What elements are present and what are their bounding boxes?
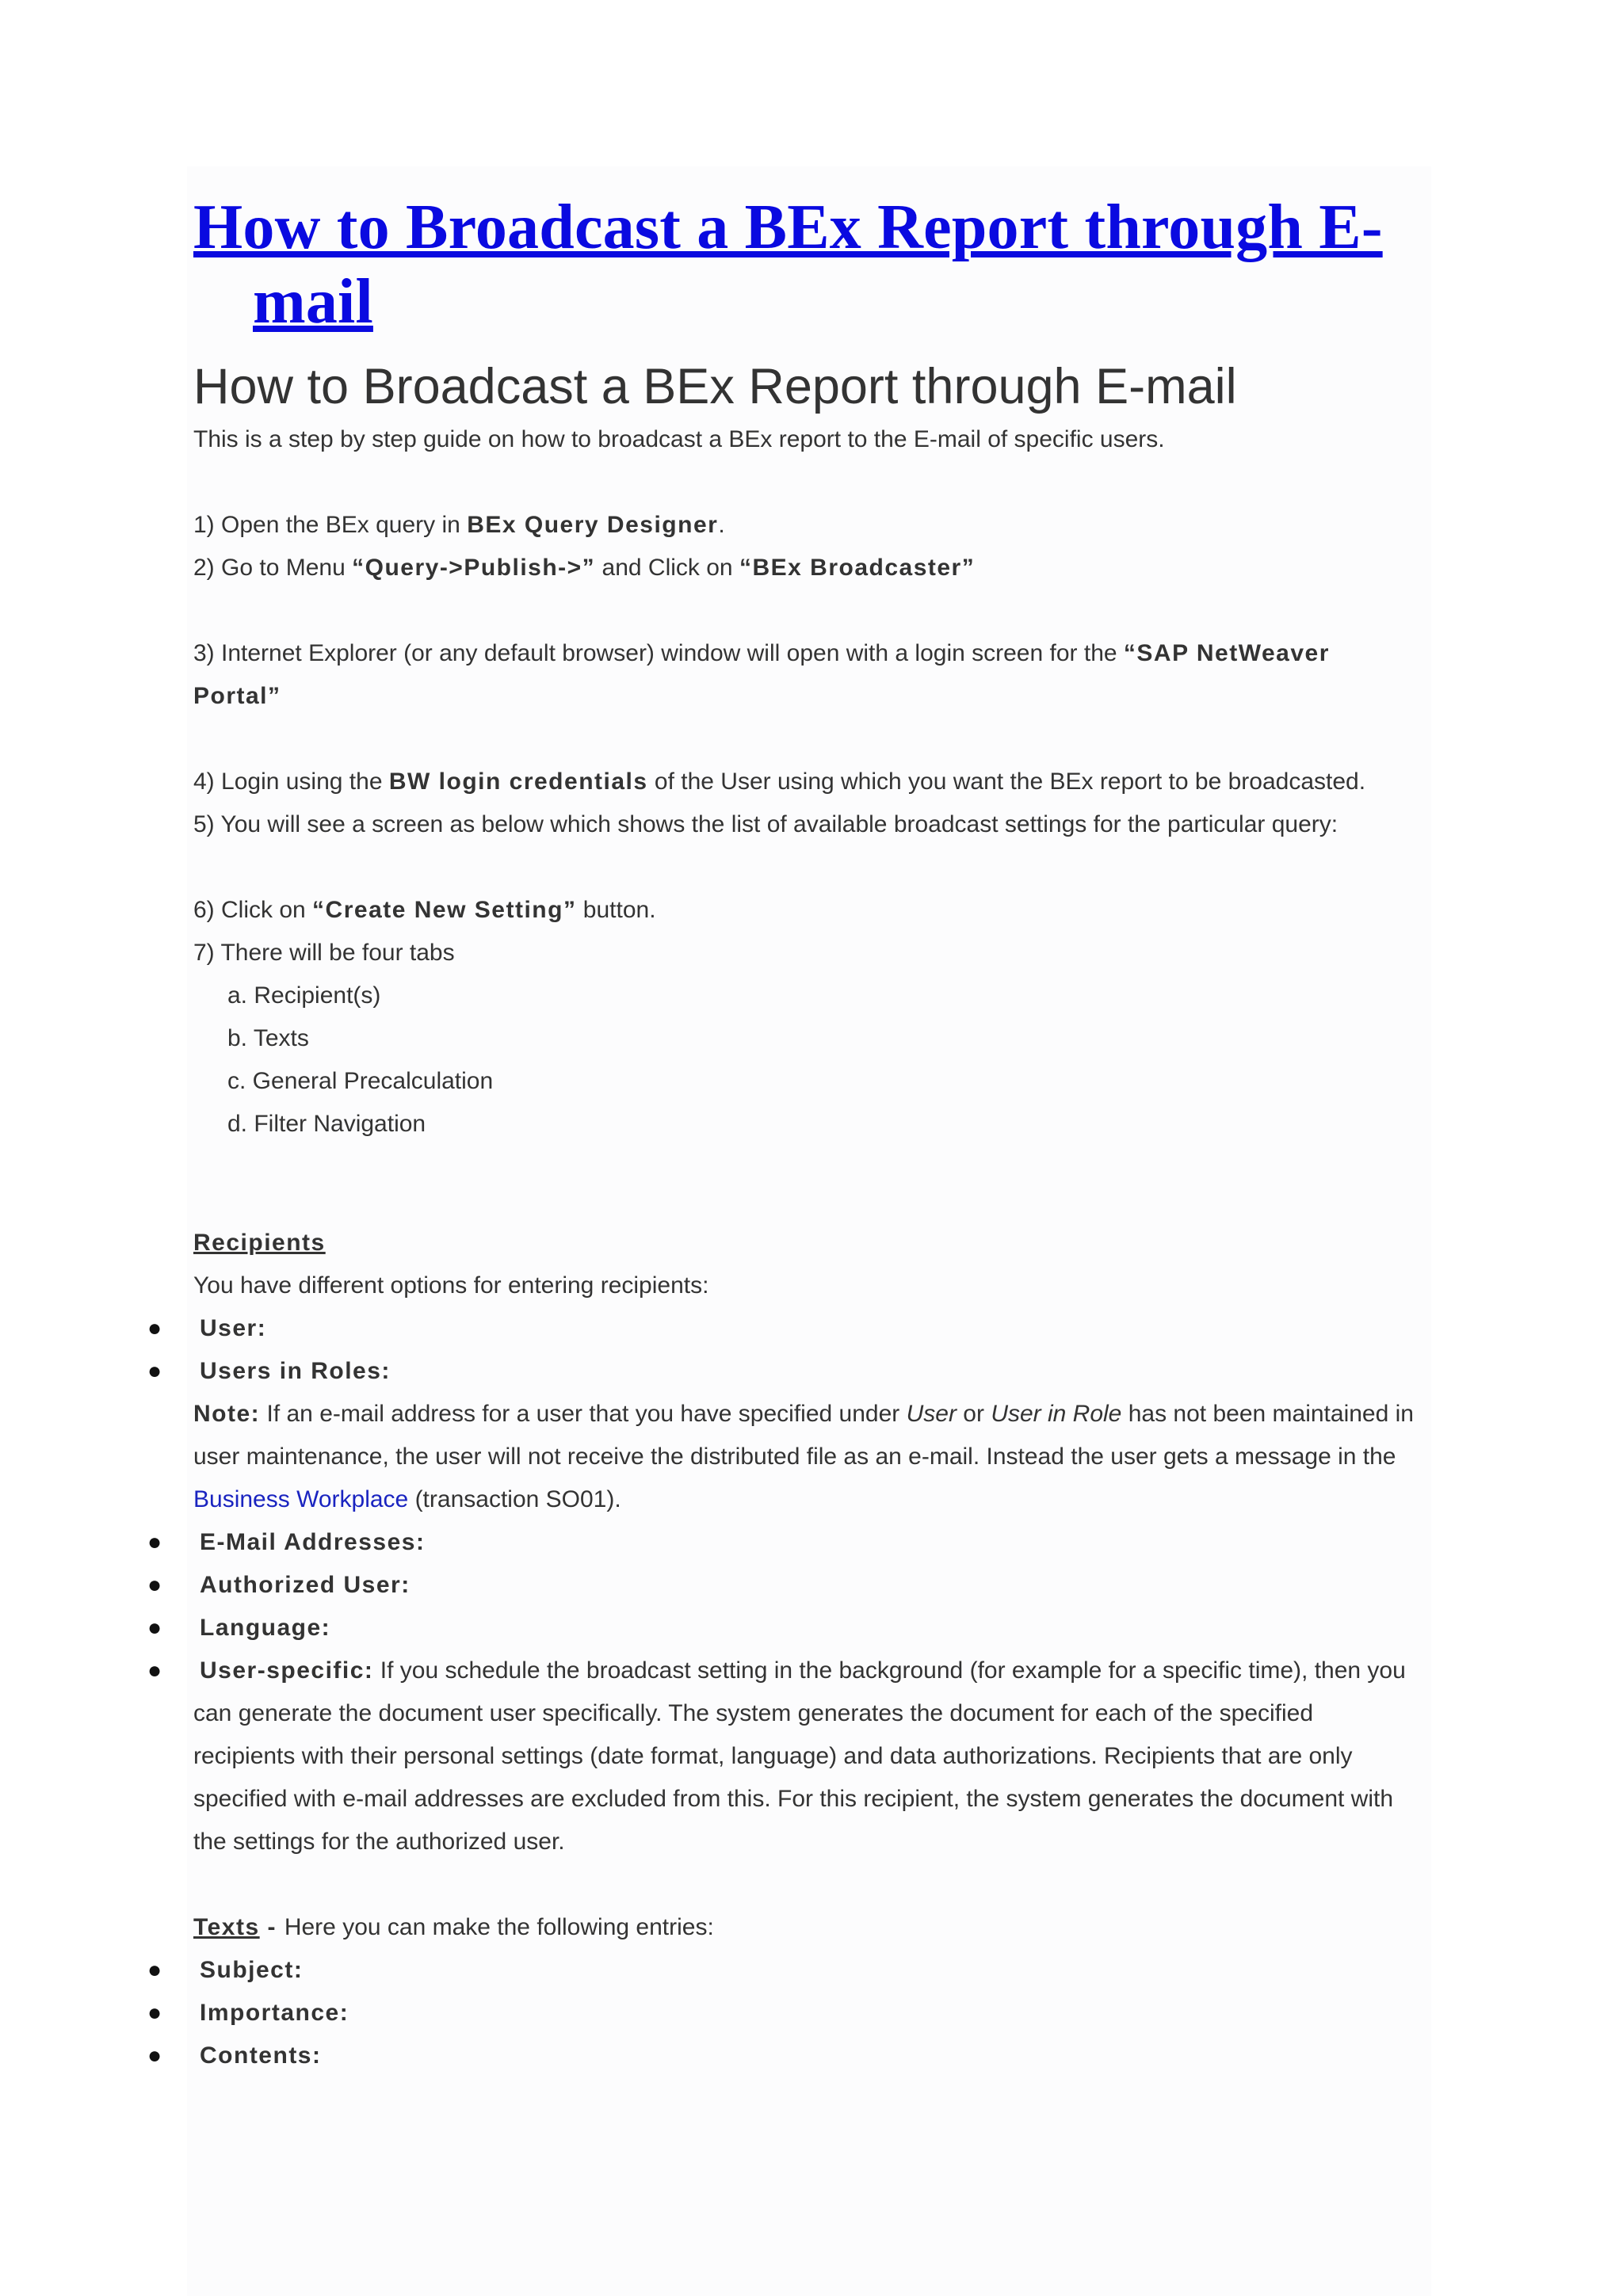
step-4: 4) Login using the BW login credentials of the User using which you want the BEx report to be broadcasted. — [193, 769, 1366, 795]
step-3: 3) Internet Explorer (or any default browser) window will open with a login screen for the “SAP NetWeaver Portal” — [193, 640, 1330, 709]
list-item: ● Subject: — [193, 1949, 1438, 1992]
step-6: 6) Click on “Create New Setting” button. — [193, 897, 656, 923]
bullet-icon: ● — [147, 1529, 162, 1555]
tab-item-texts: b. Texts — [227, 1025, 309, 1051]
list-item: ● Authorized User: — [193, 1564, 1438, 1607]
list-item: ● Contents: — [193, 2035, 1438, 2077]
step-5: 5) You will see a screen as below which shows the list of available broadcast settings for the particular query: — [193, 811, 1338, 837]
intro-text: This is a step by step guide on how to broadcast a BEx report to the E-mail of specific users. — [193, 426, 1165, 452]
list-item: ● Users in Roles: — [193, 1350, 1438, 1393]
tab-item-filter-navigation: d. Filter Navigation — [227, 1111, 426, 1137]
bullet-icon: ● — [147, 1315, 162, 1341]
recipients-intro: You have different options for entering recipients: — [193, 1272, 709, 1299]
recipients-heading: Recipients — [193, 1230, 326, 1256]
business-workplace-link[interactable]: Business Workplace — [193, 1486, 409, 1512]
list-item: ● Importance: — [193, 1992, 1438, 2035]
list-item: ● E-Mail Addresses: — [193, 1521, 1438, 1564]
tab-item-recipients: a. Recipient(s) — [227, 982, 381, 1009]
bullet-icon: ● — [147, 1657, 162, 1684]
step-7: 7) There will be four tabs — [193, 940, 455, 966]
tab-item-general-precalculation: c. General Precalculation — [227, 1068, 494, 1094]
step-2: 2) Go to Menu “Query->Publish->” and Click on “BEx Broadcaster” — [193, 555, 976, 581]
bullet-icon: ● — [147, 1572, 162, 1598]
section-title: How to Broadcast a BEx Report through E-mail — [193, 359, 1237, 414]
bullet-icon: ● — [147, 1358, 162, 1384]
bullet-icon: ● — [147, 1615, 162, 1641]
page-title[interactable] — [193, 190, 1438, 339]
list-item: ● Language: — [193, 1607, 1438, 1650]
texts-heading: Texts - Here you can make the following entries: — [193, 1914, 714, 1940]
step-1: 1) Open the BEx query in BEx Query Designer. — [193, 512, 725, 538]
bullet-icon: ● — [147, 1957, 162, 1983]
list-item: ● User: — [193, 1307, 1438, 1350]
list-item: ● User-specific: If you schedule the broadcast setting in the background (for example for a specific time), then you can generate the document user specifically. The system generates the document for each of the specified recipients with their personal settings (date format, language) and data authorizations. Recipients that are only specified with e-mail addresses are excluded from this. For this recipient, the system generates the document with the settings for the authorized user. — [193, 1650, 1406, 1863]
document-body — [147, 190, 1438, 2077]
bullet-icon: ● — [147, 2000, 162, 2026]
page-title-link[interactable]: How to Broadcast a BEx Report through E-mail — [193, 193, 1383, 337]
bullet-icon: ● — [147, 2042, 162, 2069]
note-paragraph: Note: If an e-mail address for a user that you have specified under User or User in Role has not been maintained in user maintenance, the user will not receive the distributed file as an e-mail. Instead the user gets a message in the Business Workplace (transaction SO01). — [193, 1401, 1414, 1512]
